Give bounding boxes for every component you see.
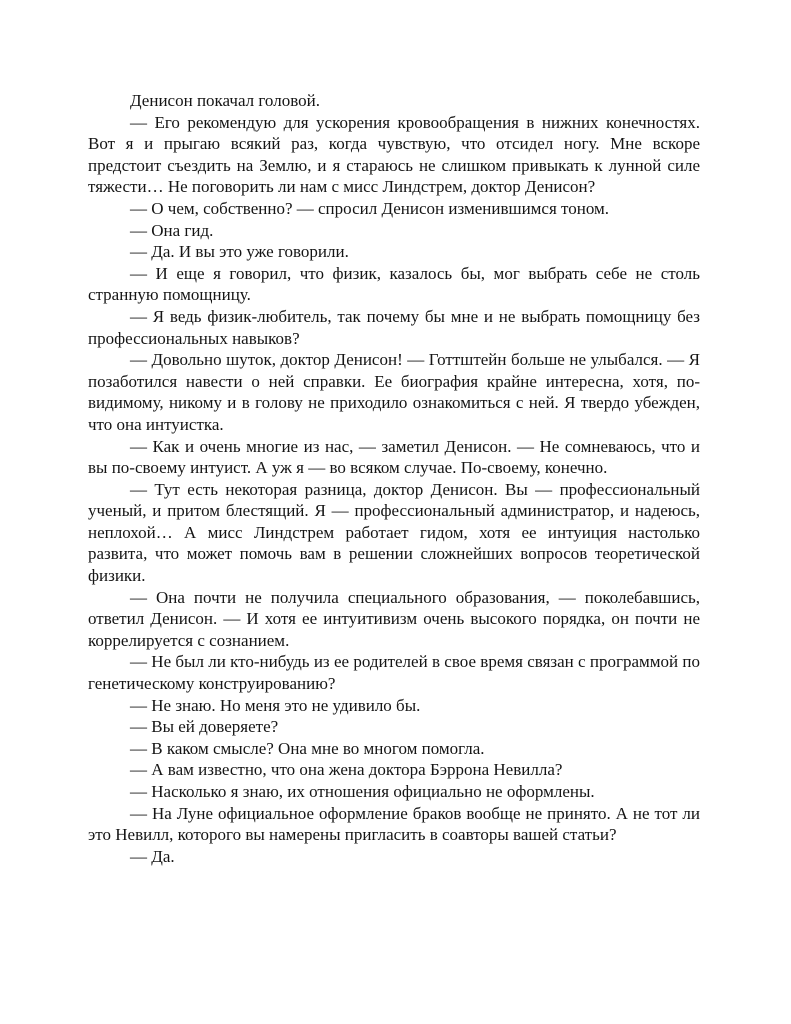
paragraph: — Довольно шуток, доктор Денисон! — Готтштейн больше не улыбался. — Я позаботился навести о ней справки. Ее биография крайне интересна, хотя, по-видимому, никому и в голову не приходило ознакомиться с ней. Я твердо убежден, что она интуистка. [88, 350, 700, 434]
paragraph: — Она почти не получила специального образования, — поколебавшись, ответил Денисон. — И хотя ее интуитивизм очень высокого порядка, он почти не коррелируется с сознанием. [88, 587, 700, 650]
paragraph: — На Луне официальное оформление браков вообще не принято. А не тот ли это Невилл, которого вы намерены пригласить в соавторы вашей статьи? [88, 803, 700, 845]
page-text [88, 90, 700, 867]
paragraph: — Тут есть некоторая разница, доктор Денисон. Вы — профессиональный ученый, и притом блестящий. Я — профессиональный администратор, и надеюсь, неплохой… А мисс Линдстрем работает гидом, хотя ее интуиция настолько развита, что может помочь вам в решении сложнейших вопросов теоретической физики. [88, 479, 700, 586]
paragraph: — А вам известно, что она жена доктора Бэррона Невилла? [130, 760, 563, 780]
paragraph: — Не знаю. Но меня это не удивило бы. [130, 695, 421, 715]
paragraph: Денисон покачал головой. [130, 91, 320, 110]
paragraph: — И еще я говорил, что физик, казалось бы, мог выбрать себе не столь странную помощницу. [88, 263, 700, 305]
paragraph: — Да. [130, 846, 175, 866]
paragraph: — Его рекомендую для ускорения кровообращения в нижних конечностях. Вот я и прыгаю всякий раз, когда чувствую, что отсидел ногу. Мне вскоре предстоит съездить на Землю, и я стараюсь не слишком привыкать к лунной силе тяжести… Не поговорить ли нам с мисс Линдстрем, доктор Денисон? [88, 112, 700, 197]
paragraph: — Да. И вы это уже говорили. [130, 242, 349, 262]
paragraph: — В каком смысле? Она мне во многом помогла. [130, 738, 485, 758]
paragraph: — Вы ей доверяете? [130, 717, 279, 737]
paragraph: — Как и очень многие из нас, — заметил Денисон. — Не сомневаюсь, что и вы по-своему интуист. А уж я — во всяком случае. По-своему, конечно. [88, 436, 700, 478]
paragraph: — Я ведь физик-любитель, так почему бы мне и не выбрать помощницу без профессиональных навыков? [88, 306, 700, 348]
paragraph: — О чем, собственно? — спросил Денисон изменившимся тоном. [130, 198, 610, 218]
paragraph: — Насколько я знаю, их отношения официально не оформлены. [130, 782, 595, 801]
paragraph: — Не был ли кто-нибудь из ее родителей в свое время связан с программой по генетическому конструированию? [88, 652, 700, 694]
paragraph: — Она гид. [130, 220, 214, 240]
